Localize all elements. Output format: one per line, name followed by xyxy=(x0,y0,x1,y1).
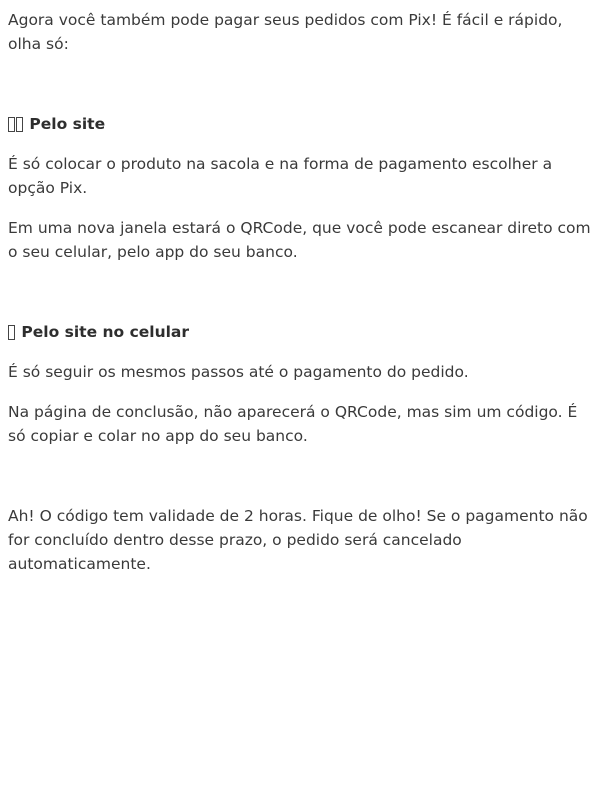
section-heading-site xyxy=(8,112,592,136)
site-step-1: É só colocar o produto na sacola e na forma de pagamento escolher a opção Pix. xyxy=(8,155,553,197)
mobile-step-2: Na página de conclusão, não aparecerá o QRCode, mas sim um código. É só copiar e colar no app do seu banco. xyxy=(8,403,578,445)
spacer xyxy=(8,56,592,112)
section-heading-mobile-label: Pelo site no celular xyxy=(21,323,190,341)
section-heading-site-label: Pelo site xyxy=(29,115,106,133)
site-step-2: Em uma nova janela estará o QRCode, que você pode escanear direto com o seu celular, pelo app do seu banco. xyxy=(8,219,591,261)
validity-note: Ah! O código tem validade de 2 horas. Fique de olho! Se o pagamento não for concluído dentro desse prazo, o pedido será cancelado automaticamente. xyxy=(8,507,588,573)
section-heading-mobile xyxy=(8,320,592,344)
spacer xyxy=(8,264,592,320)
article-body xyxy=(8,8,592,592)
spacer xyxy=(8,448,592,504)
mobile-phone-emoji-icon xyxy=(8,323,16,341)
computer-emoji-icon xyxy=(8,115,24,133)
mobile-step-1: É só seguir os mesmos passos até o pagamento do pedido. xyxy=(8,363,469,381)
intro-text: Agora você também pode pagar seus pedidos com Pix! É fácil e rápido, olha só: xyxy=(8,11,563,53)
